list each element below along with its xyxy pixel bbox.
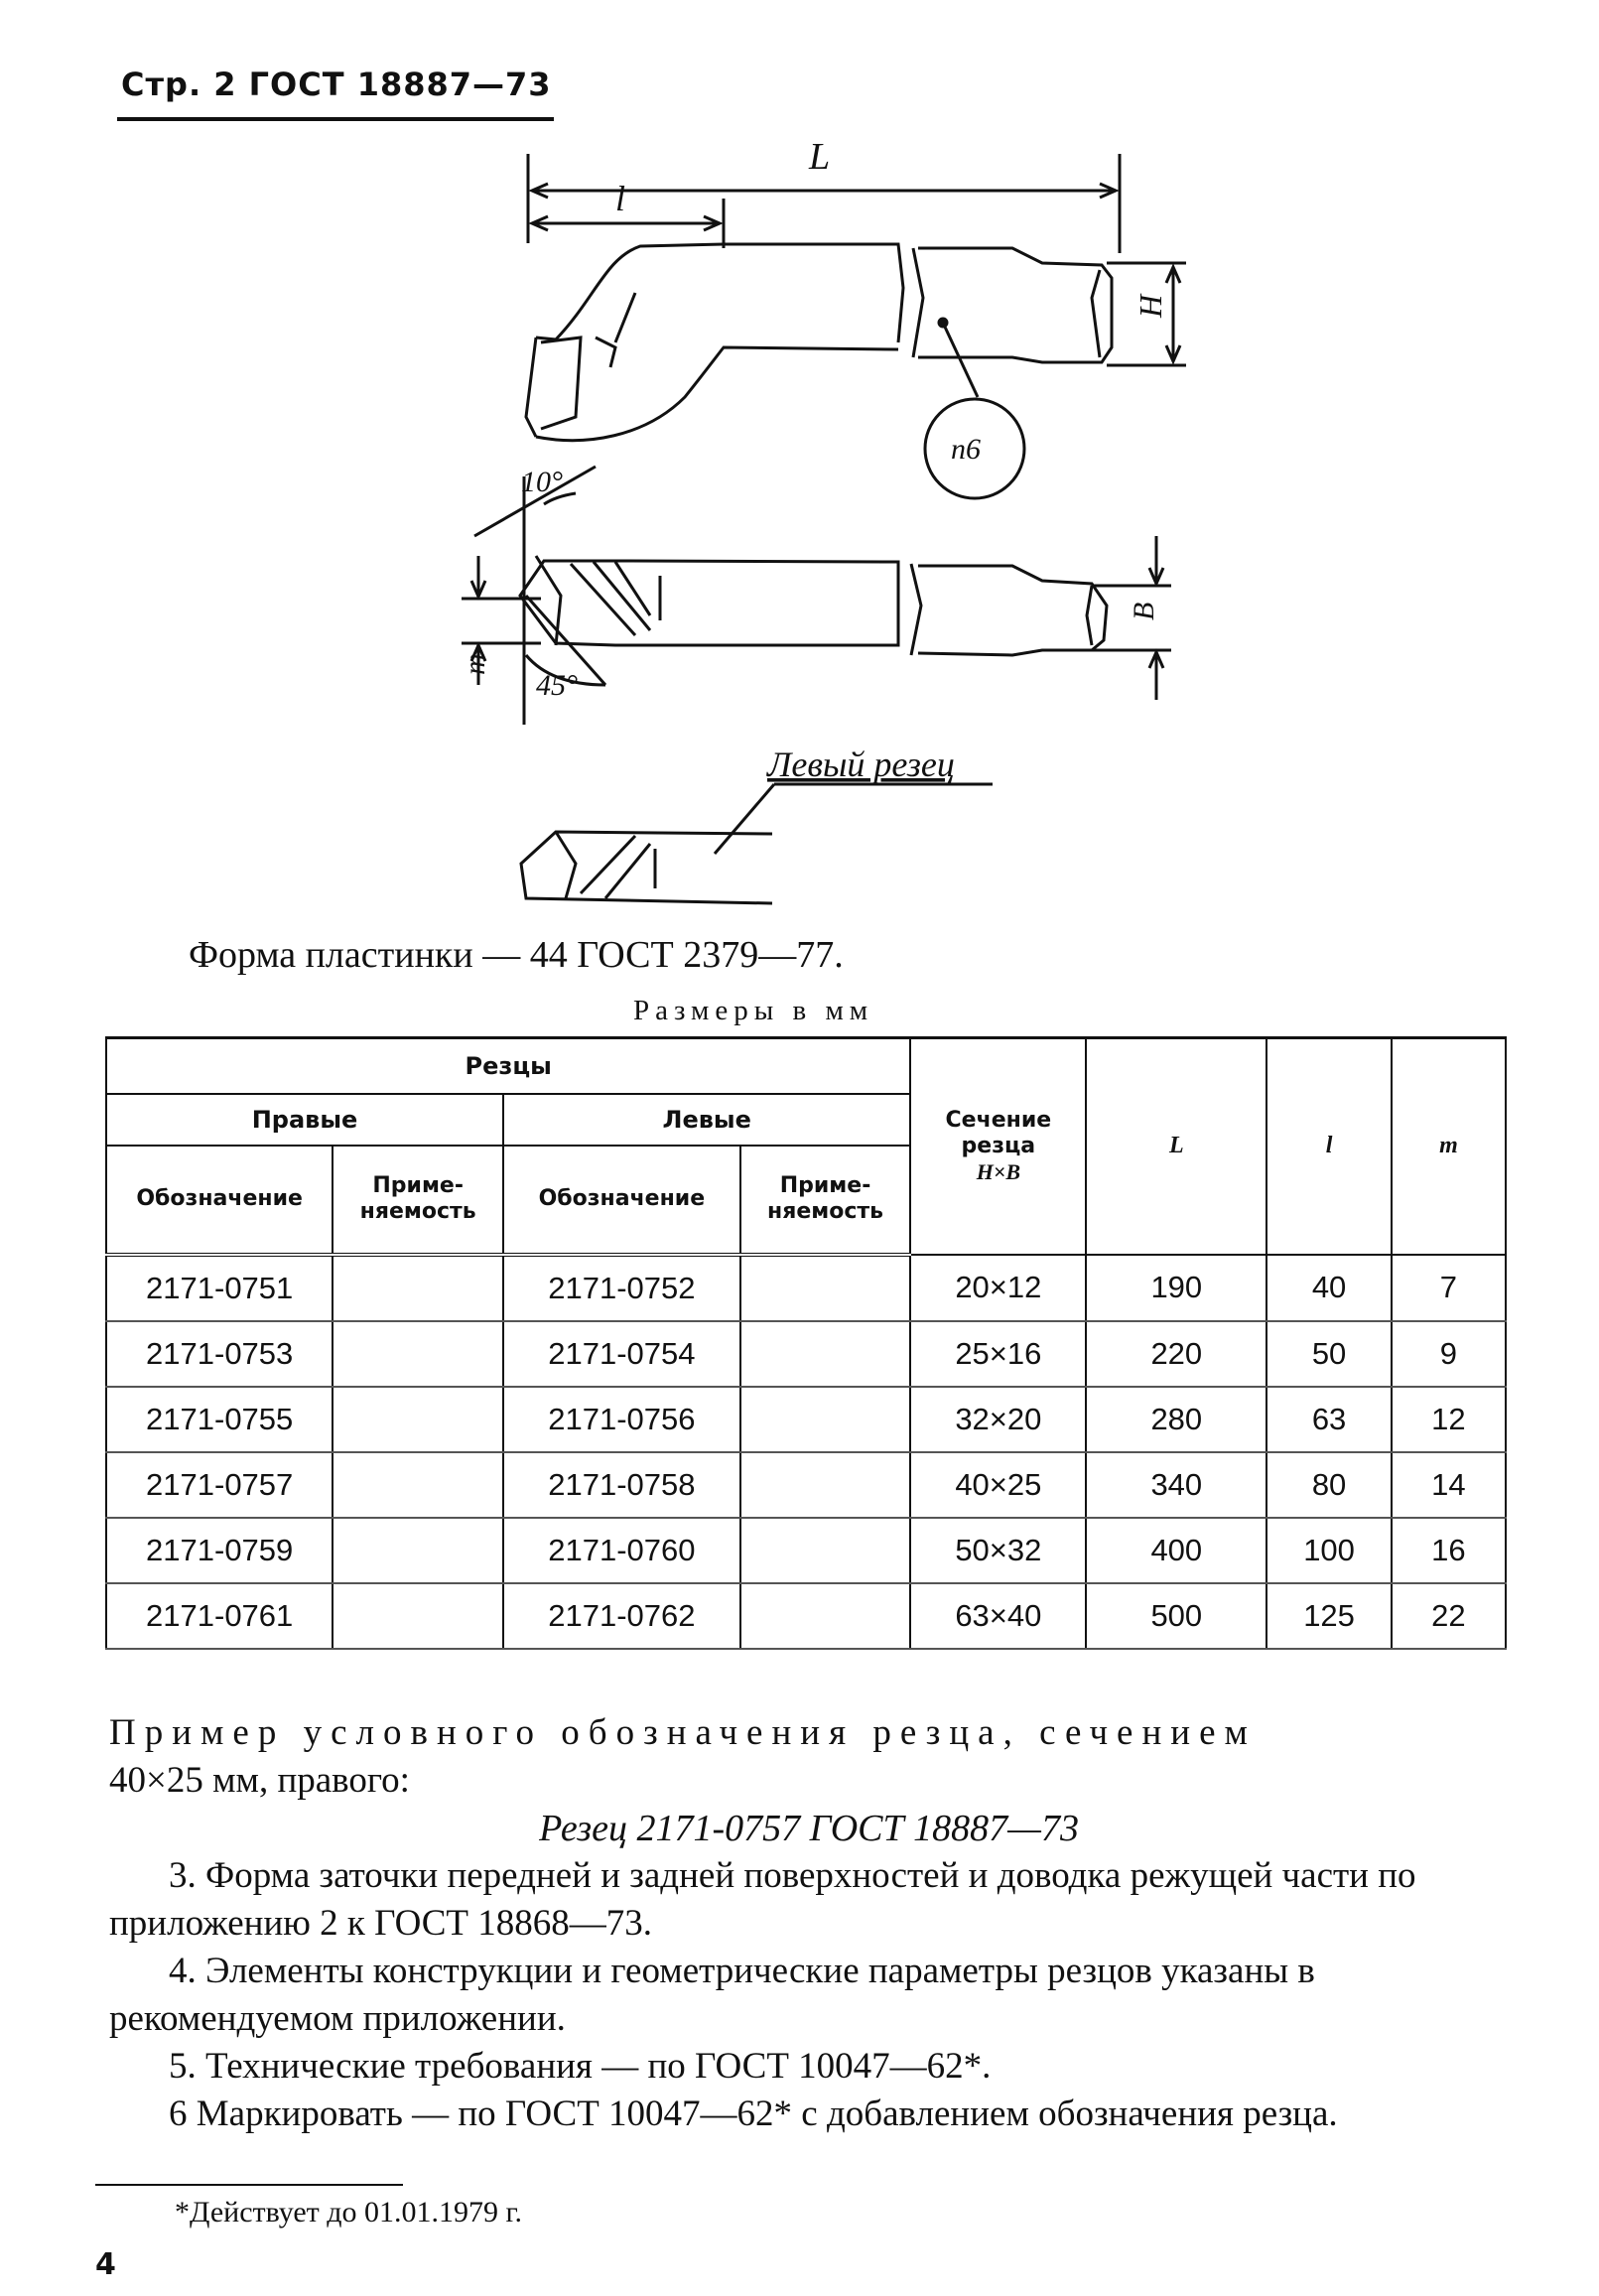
dim-H-label: H xyxy=(1133,294,1168,318)
header-left-designation: Обозначение xyxy=(503,1146,740,1255)
example-line-1: Пример условного обозначения резца, сечением xyxy=(109,1712,1257,1753)
header-right-applicability xyxy=(333,1146,503,1255)
page-number: 4 xyxy=(95,2247,116,2282)
cell-section: 25×16 xyxy=(910,1321,1086,1387)
page-header: Стр. 2 ГОСТ 18887—73 xyxy=(121,66,552,103)
cell-right-designation: 2171-0751 xyxy=(106,1255,333,1321)
cell-left-designation: 2171-0756 xyxy=(503,1387,740,1452)
cell-m: 16 xyxy=(1392,1518,1506,1583)
cell-left-applicability xyxy=(740,1321,911,1387)
table-row xyxy=(106,1583,1506,1649)
cell-right-designation: 2171-0759 xyxy=(106,1518,333,1583)
item-3: 3. Форма заточки передней и задней поверхностей и доводка режущей части по приложению 2 к ГОСТ 18868—73. xyxy=(109,1855,1416,1944)
cutter-drawing xyxy=(0,0,1599,933)
plate-note: Форма пластинки — 44 ГОСТ 2379—77. xyxy=(189,934,844,976)
cell-left-designation: 2171-0762 xyxy=(503,1583,740,1649)
cell-right-applicability xyxy=(333,1321,503,1387)
cell-right-designation: 2171-0755 xyxy=(106,1387,333,1452)
table-row xyxy=(106,1321,1506,1387)
header-right-appl-l1: Приме- xyxy=(372,1173,464,1198)
cell-L: 500 xyxy=(1086,1583,1266,1649)
cell-section: 40×25 xyxy=(910,1452,1086,1518)
footnote: *Действует до 01.01.1979 г. xyxy=(175,2196,522,2228)
example-designation: Резец 2171-0757 ГОСТ 18887—73 xyxy=(539,1808,1079,1849)
item-5: 5. Технические требования — по ГОСТ 10047—62*. xyxy=(169,2046,992,2087)
cell-l: 63 xyxy=(1266,1387,1391,1452)
table-row xyxy=(106,1452,1506,1518)
cell-section: 20×12 xyxy=(910,1255,1086,1321)
header-section-l3: H×B xyxy=(976,1158,1021,1184)
units-label: Размеры в мм xyxy=(633,995,874,1026)
cell-m: 22 xyxy=(1392,1583,1506,1649)
header-l: l xyxy=(1266,1038,1391,1255)
cell-l: 40 xyxy=(1266,1255,1391,1321)
cell-right-applicability xyxy=(333,1518,503,1583)
cell-L: 220 xyxy=(1086,1321,1266,1387)
example-block xyxy=(109,1709,1509,1852)
cell-L: 280 xyxy=(1086,1387,1266,1452)
cell-right-applicability xyxy=(333,1583,503,1649)
angle-bottom-label: 45° xyxy=(536,669,578,702)
footnote-rule xyxy=(95,2184,403,2186)
header-cutters: Резцы xyxy=(106,1038,910,1094)
header-left-appl-l1: Приме- xyxy=(779,1173,871,1198)
material-mark: п6 xyxy=(951,433,981,466)
header-section-l2: резца xyxy=(961,1133,1036,1158)
table-row xyxy=(106,1518,1506,1583)
cell-right-applicability xyxy=(333,1387,503,1452)
cell-section: 63×40 xyxy=(910,1583,1086,1649)
cell-right-applicability xyxy=(333,1452,503,1518)
cell-m: 14 xyxy=(1392,1452,1506,1518)
left-cutter-sketch xyxy=(521,832,772,903)
header-right: Правые xyxy=(106,1094,503,1146)
angle-top-label: 10° xyxy=(521,466,563,498)
cell-right-designation: 2171-0757 xyxy=(106,1452,333,1518)
cell-left-applicability xyxy=(740,1452,911,1518)
dimensions-table xyxy=(105,1036,1507,1650)
cell-m: 7 xyxy=(1392,1255,1506,1321)
cell-l: 125 xyxy=(1266,1583,1391,1649)
cell-L: 340 xyxy=(1086,1452,1266,1518)
header-L: L xyxy=(1086,1038,1266,1255)
left-cutter-label: Левый резец xyxy=(767,744,955,784)
header-m: m xyxy=(1392,1038,1506,1255)
cell-L: 190 xyxy=(1086,1255,1266,1321)
cell-left-designation: 2171-0754 xyxy=(503,1321,740,1387)
cell-left-designation: 2171-0758 xyxy=(503,1452,740,1518)
cell-left-applicability xyxy=(740,1255,911,1321)
cell-right-designation: 2171-0761 xyxy=(106,1583,333,1649)
header-right-designation: Обозначение xyxy=(106,1146,333,1255)
item-4: 4. Элементы конструкции и геометрические параметры резцов указаны в рекомендуемом приложении. xyxy=(109,1951,1315,2039)
dim-L-label: L xyxy=(809,136,831,178)
header-left-applicability xyxy=(740,1146,911,1255)
cell-l: 50 xyxy=(1266,1321,1391,1387)
cell-left-designation: 2171-0760 xyxy=(503,1518,740,1583)
example-line-2: 40×25 мм, правого: xyxy=(109,1760,410,1801)
cell-left-applicability xyxy=(740,1387,911,1452)
cell-l: 80 xyxy=(1266,1452,1391,1518)
cell-section: 32×20 xyxy=(910,1387,1086,1452)
header-left: Левые xyxy=(503,1094,910,1146)
cell-section: 50×32 xyxy=(910,1518,1086,1583)
item-6: 6 Маркировать — по ГОСТ 10047—62* с добавлением обозначения резца. xyxy=(169,2093,1338,2134)
cell-right-designation: 2171-0753 xyxy=(106,1321,333,1387)
cell-m: 9 xyxy=(1392,1321,1506,1387)
cell-left-designation: 2171-0752 xyxy=(503,1255,740,1321)
cell-right-applicability xyxy=(333,1255,503,1321)
header-right-appl-l2: няемость xyxy=(359,1199,476,1224)
cell-m: 12 xyxy=(1392,1387,1506,1452)
dim-m-label: m xyxy=(459,653,491,675)
cutter-plan-view xyxy=(520,556,1107,655)
cell-L: 400 xyxy=(1086,1518,1266,1583)
header-section xyxy=(910,1038,1086,1255)
cell-l: 100 xyxy=(1266,1518,1391,1583)
table-row xyxy=(106,1387,1506,1452)
dim-l-label: l xyxy=(615,179,626,218)
table-row xyxy=(106,1255,1506,1321)
dim-B-label: B xyxy=(1128,602,1160,620)
header-left-appl-l2: няемость xyxy=(767,1199,884,1224)
dim-l-line xyxy=(532,199,724,248)
cutter-side-view xyxy=(526,244,1112,441)
items-block xyxy=(109,1852,1509,2138)
cell-left-applicability xyxy=(740,1583,911,1649)
header-section-l1: Сечение xyxy=(945,1107,1052,1133)
cell-left-applicability xyxy=(740,1518,911,1583)
